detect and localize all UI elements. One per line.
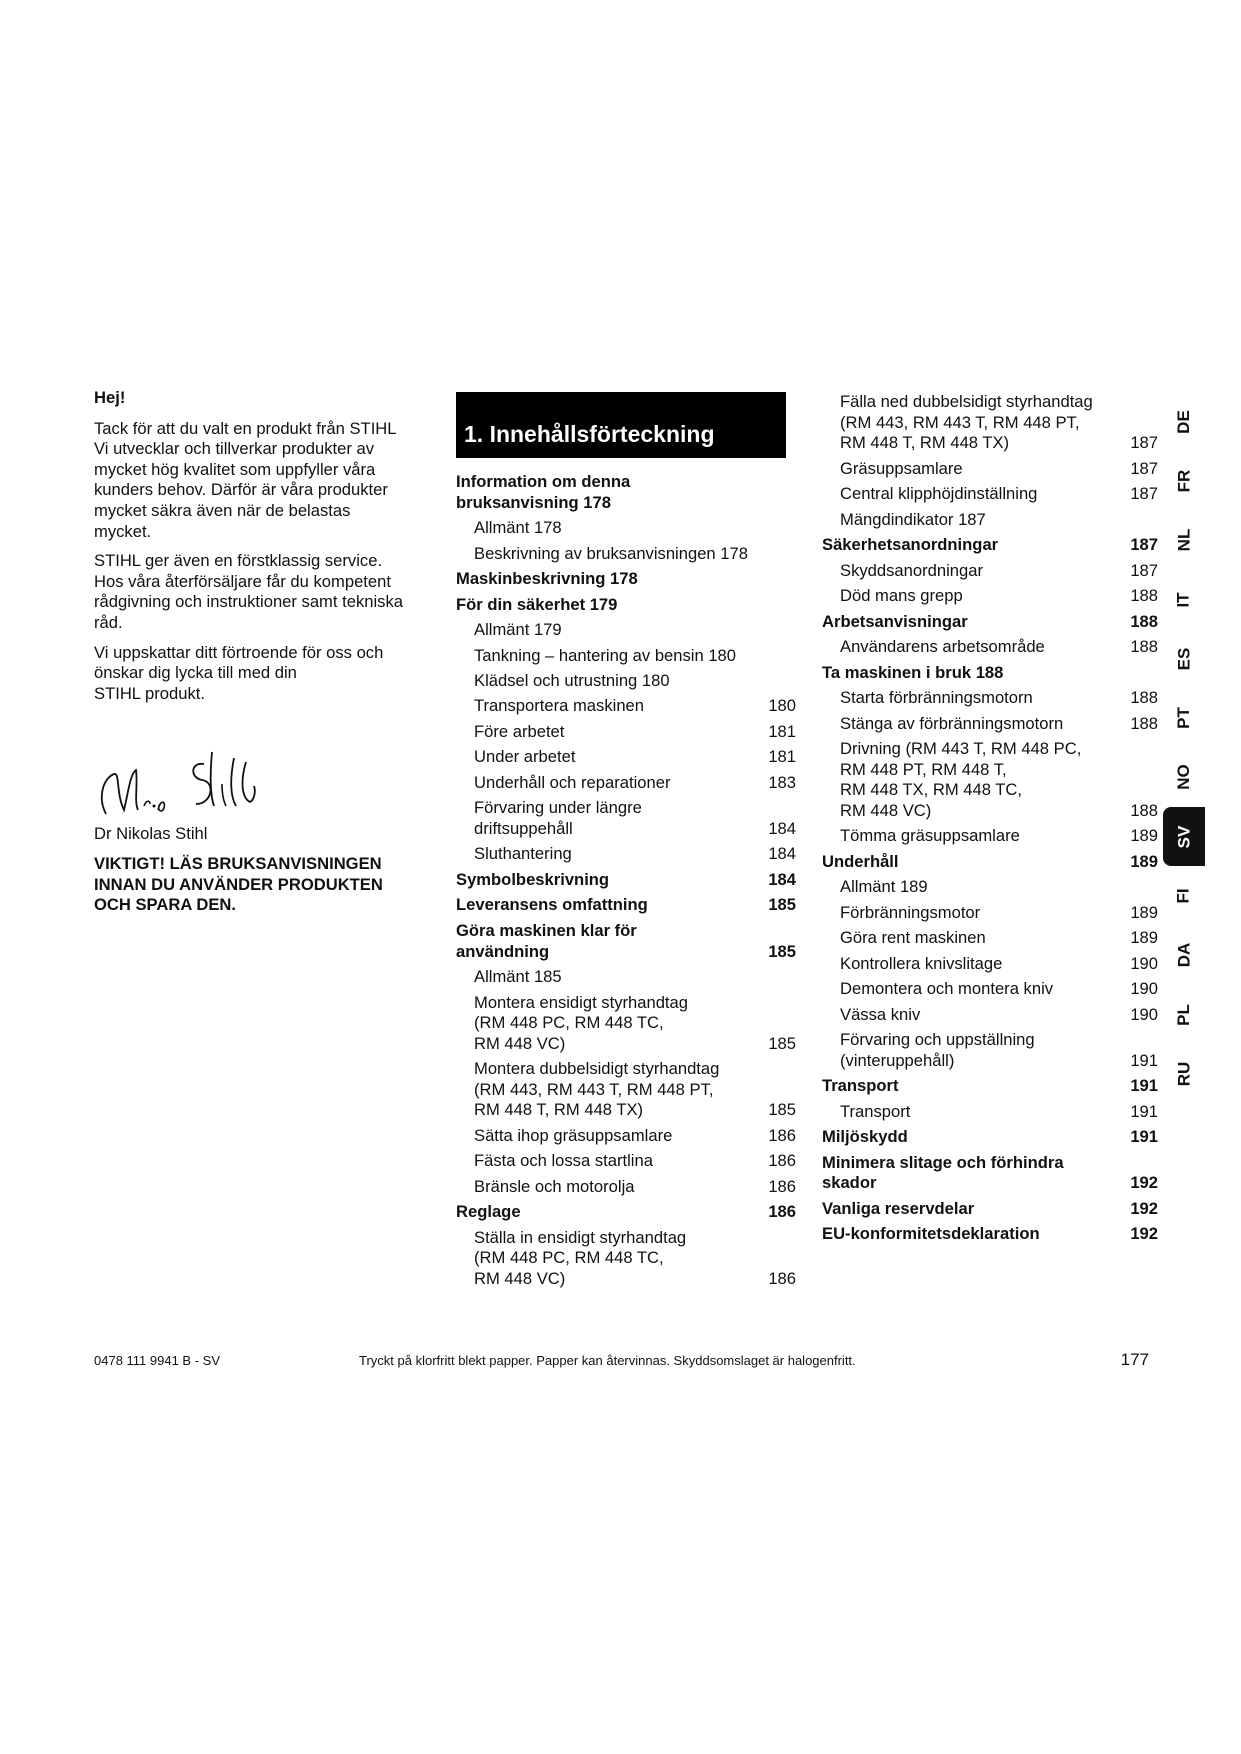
toc-entry-title: Starta förbränningsmotorn (840, 688, 1033, 708)
toc-entry-title: Information om denna bruksanvisning 178 (456, 472, 631, 512)
toc-entry[interactable] (822, 852, 1158, 873)
toc-entry[interactable] (456, 773, 796, 794)
toc-entry-page: 180 (768, 696, 796, 716)
toc-entry-title: Tömma gräsuppsamlare (840, 826, 1020, 846)
language-tab-da[interactable] (1163, 926, 1205, 985)
toc-entry-title: Gräsuppsamlare (840, 458, 963, 478)
toc-entry[interactable] (822, 1102, 1158, 1123)
toc-entry-page: 189 (1130, 902, 1158, 922)
language-tab-fi[interactable] (1163, 866, 1205, 925)
language-tab-fr[interactable] (1163, 451, 1205, 510)
toc-entry[interactable] (456, 870, 796, 891)
toc-entry-page: 191 (1130, 1076, 1158, 1096)
toc-entry-page: 184 (768, 869, 796, 889)
toc-entry[interactable] (456, 1202, 796, 1223)
toc-entry-page: 188 (1130, 713, 1158, 733)
language-tab-pl[interactable] (1163, 985, 1205, 1044)
toc-entry-title: Drivning (RM 443 T, RM 448 PC, RM 448 PT, RM 448 T, RM 448 TX, RM 448 TC, RM 448 VC) (840, 739, 1082, 820)
toc-entry[interactable] (456, 1126, 796, 1147)
toc-entry-title: Sluthantering (474, 844, 572, 864)
toc-entry-page: 186 (768, 1176, 796, 1196)
toc-entry-page: 187 (1130, 433, 1158, 453)
toc-entry-title: Leveransens omfattning (456, 895, 648, 915)
language-tab-label: FI (1173, 888, 1193, 904)
toc-entry-title: Transport (840, 1101, 911, 1121)
intro-paragraph-2: STIHL ger även en förstklassig service. Hos våra återförsäljare får du kompetent rådgivning och instruktioner samt tekniska råd. (94, 551, 403, 632)
toc-entry[interactable] (456, 620, 796, 641)
toc-entry[interactable] (822, 586, 1158, 607)
toc-entry-title: Miljöskydd (822, 1127, 908, 1147)
toc-entry-page: 188 (1130, 800, 1158, 820)
toc-entry[interactable] (822, 688, 1158, 709)
toc-entry-title: Skyddsanordningar (840, 560, 983, 580)
toc-entry-page: 192 (1130, 1198, 1158, 1218)
toc-entry-page: 191 (1130, 1050, 1158, 1070)
toc-entry-title: Allmänt 179 (474, 620, 562, 640)
toc-entry-page: 187 (1130, 458, 1158, 478)
language-tab-sv[interactable] (1163, 807, 1205, 866)
language-tab-de[interactable] (1163, 392, 1205, 451)
toc-entry-page: 184 (768, 844, 796, 864)
toc-entry-title: Allmänt 178 (474, 518, 562, 538)
language-tab-ru[interactable] (1163, 1044, 1205, 1103)
toc-entry[interactable] (456, 472, 796, 513)
toc-entry[interactable] (822, 739, 1158, 821)
toc-entry-page: 185 (768, 1033, 796, 1053)
toc-entry-page: 188 (1130, 611, 1158, 631)
signature-image (94, 744, 424, 824)
language-tab-nl[interactable] (1163, 511, 1205, 570)
toc-entry-page: 189 (1130, 826, 1158, 846)
toc-entry-page: 188 (1130, 637, 1158, 657)
toc-entry-page: 188 (1130, 586, 1158, 606)
toc-list-1 (456, 472, 796, 1290)
language-tab-label: ES (1174, 647, 1193, 671)
toc-entry-title: Underhåll och reparationer (474, 772, 671, 792)
toc-entry-title: Användarens arbetsområde (840, 637, 1045, 657)
toc-entry-title: Bränsle och motorolja (474, 1176, 635, 1196)
toc-entry-title: Ställa in ensidigt styrhandtag (RM 448 PC, RM 448 TC, RM 448 VC) (474, 1227, 687, 1288)
toc-entry[interactable] (456, 722, 796, 743)
toc-entry[interactable] (822, 1199, 1158, 1220)
intro-paragraph-1: Tack för att du valt en produkt från STIHL Vi utvecklar och tillverkar produkter av mycket hög kvalitet som uppfyller våra kunders behov. Därför är våra produkter mycket säkra även när de belastas mycket. (94, 418, 397, 541)
language-tab-it[interactable] (1163, 570, 1205, 629)
toc-entry-title: För din säkerhet 179 (456, 594, 618, 614)
toc-entry-title: Allmänt 189 (840, 877, 928, 897)
toc-entry-page: 187 (1130, 484, 1158, 504)
toc-entry-title: Göra maskinen klar för användning (456, 920, 637, 961)
toc-entry-page: 186 (768, 1268, 796, 1288)
toc-entry-title: Symbolbeskrivning (456, 869, 610, 889)
toc-entry-page: 190 (1130, 979, 1158, 999)
greeting: Hej! (94, 388, 126, 407)
toc-entry[interactable] (456, 671, 796, 692)
toc-entry-title: Minimera slitage och förhindra skador (822, 1152, 1064, 1193)
toc-entry-title: Säkerhetsanordningar (822, 535, 999, 555)
toc-entry[interactable] (822, 1127, 1158, 1148)
toc-entry-page: 191 (1130, 1127, 1158, 1147)
toc-entry-title: Mängdindikator 187 (840, 509, 986, 529)
toc-entry-title: Göra rent maskinen (840, 928, 986, 948)
toc-entry-page: 187 (1130, 560, 1158, 580)
toc-entry-page: 186 (768, 1151, 796, 1171)
toc-list-2 (822, 392, 1158, 1245)
language-tab-label: NL (1173, 528, 1193, 552)
toc-entry-page: 183 (768, 772, 796, 792)
toc-entry-page: 185 (768, 1100, 796, 1120)
language-tab-label: NO (1174, 764, 1193, 791)
language-tab-pt[interactable] (1163, 688, 1205, 747)
toc-entry-title: EU-konformitetsdeklaration (822, 1224, 1040, 1244)
toc-entry[interactable] (456, 544, 796, 565)
language-tabs (1163, 392, 1205, 1104)
toc-title: 1. Innehållsförteckning (464, 421, 715, 447)
toc-entry-title: Allmänt 185 (474, 967, 562, 987)
toc-entry[interactable] (456, 595, 796, 616)
document-code: 0478 111 9941 B - SV (94, 1352, 221, 1368)
page-number: 177 (1120, 1350, 1149, 1369)
toc-entry[interactable] (822, 1030, 1158, 1071)
toc-entry-page: 189 (1130, 851, 1158, 871)
toc-entry[interactable] (456, 1059, 796, 1121)
toc-entry[interactable] (822, 714, 1158, 735)
toc-entry-page: 187 (1130, 535, 1158, 555)
toc-entry-title: Förbränningsmotor (840, 902, 981, 922)
toc-entry-title: Arbetsanvisningar (822, 611, 968, 631)
toc-entry-title: Beskrivning av bruksanvisningen 178 (474, 543, 748, 563)
toc-column-2 (822, 392, 1158, 1250)
toc-entry-page: 186 (768, 1202, 796, 1222)
footer (94, 1350, 1149, 1370)
toc-entry[interactable] (822, 484, 1158, 505)
toc-entry-title: Transport (822, 1076, 899, 1096)
toc-entry-title: Vässa kniv (840, 1004, 921, 1024)
toc-title-bar (456, 392, 786, 458)
toc-entry-title: Klädsel och utrustning 180 (474, 670, 670, 690)
toc-entry[interactable] (456, 518, 796, 539)
language-tab-no[interactable] (1163, 748, 1205, 807)
toc-entry[interactable] (822, 1076, 1158, 1097)
toc-entry-title: Stänga av förbränningsmotorn (840, 713, 1064, 733)
toc-entry-title: Reglage (456, 1202, 521, 1222)
toc-entry-page: 181 (768, 747, 796, 767)
toc-entry-title: Förvaring och uppställning (vinteruppehåll) (840, 1030, 1035, 1070)
toc-entry-page: 188 (1130, 688, 1158, 708)
toc-entry[interactable] (456, 646, 796, 667)
language-tab-label: RU (1174, 1061, 1193, 1087)
toc-entry[interactable] (456, 921, 796, 962)
language-tab-label: DE (1174, 409, 1193, 434)
toc-entry[interactable] (456, 844, 796, 865)
toc-entry-page: 184 (768, 819, 796, 838)
toc-entry[interactable] (456, 696, 796, 717)
language-tab-label: PT (1173, 707, 1193, 729)
signature-icon (94, 744, 264, 824)
paper-note: Tryckt på klorfritt blekt papper. Papper kan återvinnas. Skyddsomslaget är halogenfritt. (359, 1352, 856, 1368)
toc-entry[interactable] (822, 979, 1158, 1000)
toc-entry[interactable] (822, 392, 1158, 454)
toc-entry[interactable] (822, 826, 1158, 847)
toc-entry[interactable] (456, 569, 796, 590)
toc-entry-page: 192 (1130, 1224, 1158, 1244)
toc-entry-title: Kontrollera knivslitage (840, 953, 1003, 973)
toc-entry-title: Transportera maskinen (474, 696, 645, 716)
toc-entry[interactable] (822, 1224, 1158, 1245)
toc-entry-title: Fästa och lossa startlina (474, 1151, 653, 1171)
toc-entry[interactable] (822, 877, 1158, 898)
language-tab-label: DA (1174, 943, 1193, 968)
toc-entry-title: Ta maskinen i bruk 188 (822, 662, 1004, 682)
intro-paragraph-3: Vi uppskattar ditt förtroende för oss och önskar dig lycka till med din STIHL produkt. (94, 642, 384, 703)
toc-entry[interactable] (822, 612, 1158, 633)
toc-entry-title: Vanliga reservdelar (822, 1198, 975, 1218)
toc-entry[interactable] (456, 1228, 796, 1290)
toc-entry-title: Fälla ned dubbelsidigt styrhandtag (RM 443, RM 443 T, RM 448 PT, RM 448 T, RM 448 TX) (840, 392, 1093, 453)
toc-entry[interactable] (456, 967, 796, 988)
toc-entry-title: Underhåll (822, 851, 899, 871)
important-notice: VIKTIGT! LÄS BRUKSANVISNINGEN INNAN DU ANVÄNDER PRODUKTEN OCH SPARA DEN. (94, 853, 383, 915)
toc-entry-title: Tankning – hantering av bensin 180 (474, 645, 737, 665)
toc-column-1 (456, 392, 796, 1294)
toc-entry[interactable] (822, 637, 1158, 658)
toc-entry[interactable] (822, 459, 1158, 480)
intro-column (94, 388, 424, 925)
toc-entry-page: 185 (768, 895, 796, 915)
toc-entry[interactable] (822, 954, 1158, 975)
language-tab-es[interactable] (1163, 629, 1205, 688)
toc-entry-page: 181 (768, 721, 796, 741)
toc-entry-title: Demontera och montera kniv (840, 979, 1054, 999)
toc-entry-page: 191 (1130, 1101, 1158, 1121)
toc-entry-title: Sätta ihop gräsuppsamlare (474, 1125, 673, 1145)
toc-entry[interactable] (456, 895, 796, 916)
toc-entry[interactable] (822, 663, 1158, 684)
toc-entry-page: 192 (1130, 1173, 1158, 1193)
toc-entry[interactable] (456, 993, 796, 1055)
toc-entry[interactable] (822, 510, 1158, 531)
toc-entry-title: Förvaring under längre driftsuppehåll (474, 798, 642, 838)
toc-entry[interactable] (822, 1153, 1158, 1194)
toc-entry-page: 189 (1130, 928, 1158, 948)
toc-entry[interactable] (456, 747, 796, 768)
toc-entry-page: 185 (768, 941, 796, 961)
toc-entry-title: Under arbetet (474, 747, 576, 767)
toc-entry-title: Montera dubbelsidigt styrhandtag (RM 443, RM 443 T, RM 448 PT, RM 448 T, RM 448 TX) (474, 1059, 720, 1120)
toc-entry[interactable] (822, 1005, 1158, 1026)
signer-name: Dr Nikolas Stihl (94, 824, 208, 844)
language-tab-label: IT (1173, 591, 1193, 608)
toc-entry[interactable] (456, 1151, 796, 1172)
toc-entry[interactable] (822, 561, 1158, 582)
toc-entry-title: Före arbetet (474, 721, 565, 741)
toc-entry[interactable] (822, 903, 1158, 924)
toc-entry-title: Central klipphöjdinställning (840, 484, 1038, 504)
toc-entry-title: Montera ensidigt styrhandtag (RM 448 PC, RM 448 TC, RM 448 VC) (474, 992, 689, 1053)
toc-entry-page: 190 (1130, 953, 1158, 973)
toc-entry-page: 186 (768, 1125, 796, 1145)
toc-entry-page: 190 (1130, 1004, 1158, 1024)
toc-entry-title: Maskinbeskrivning 178 (456, 569, 638, 589)
language-tab-label: PL (1173, 1003, 1193, 1026)
toc-entry-title: Död mans grepp (840, 586, 963, 606)
toc-entry[interactable] (822, 535, 1158, 556)
language-tab-label: FR (1173, 469, 1193, 493)
toc-entry[interactable] (456, 1177, 796, 1198)
language-tab-label: SV (1174, 825, 1193, 849)
toc-entry[interactable] (456, 798, 796, 839)
toc-entry[interactable] (822, 928, 1158, 949)
